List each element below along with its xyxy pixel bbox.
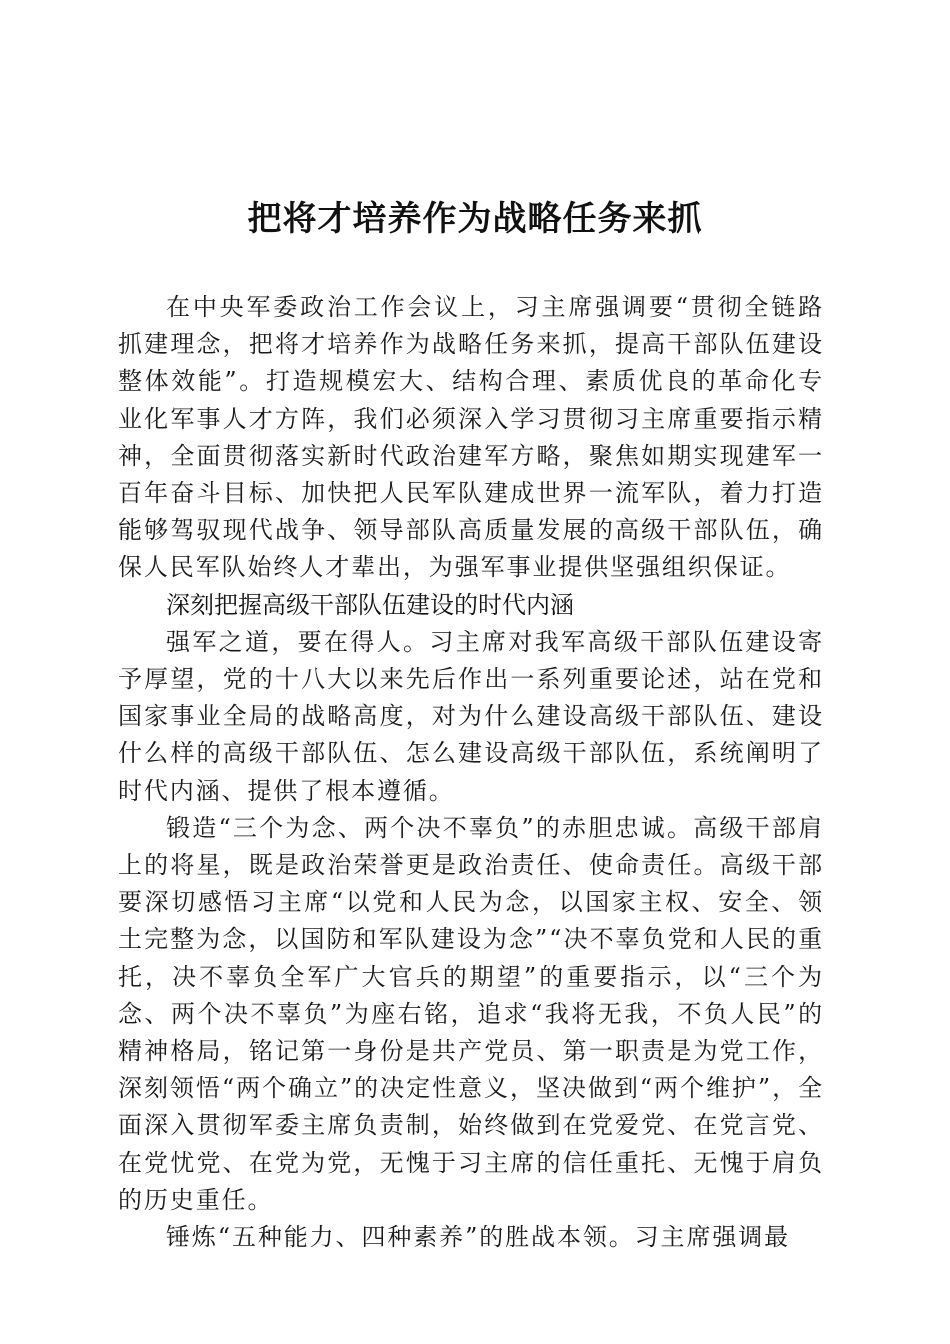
document-title: 把将才培养作为战略任务来抓 bbox=[247, 199, 703, 239]
document-body bbox=[118, 289, 824, 1256]
intro-paragraph: 在中央军委政治工作会议上，习主席强调要“贯彻全链路抓建理念，把将才培养作为战略任务来抓，提高干部队伍建设整体效能”。打造规模宏大、结构合理、素质优良的革命化专业化军事人才方阵，我们必须深入学习贯彻习主席重要指示精神，全面贯彻落实新时代政治建军方略，聚焦如期实现建军一百年奋斗目标、加快把人民军队建成世界一流军队，着力打造能够驾驭现代战争、领导部队高质量发展的高级干部队伍，确保人民军队始终人才辈出，为强军事业提供坚强组织保证。 bbox=[118, 293, 824, 582]
body-paragraph: 强军之道，要在得人。习主席对我军高级干部队伍建设寄予厚望，党的十八大以来先后作出一系列重要论述，站在党和国家事业全局的战略高度，对为什么建设高级干部队伍、建设什么样的高级干部队伍、怎么建设高级干部队伍，系统阐明了时代内涵、提供了根本遵循。 bbox=[118, 627, 824, 805]
body-paragraph: 锤炼“五种能力、四种素养”的胜战本领。习主席强调最 bbox=[166, 1223, 791, 1252]
body-paragraph: 锻造“三个为念、两个决不辜负”的赤胆忠诚。高级干部肩上的将星，既是政治荣誉更是政治责任、使命责任。高级干部要深切感悟习主席“以党和人民为念，以国家主权、安全、领土完整为念，以国防和军队建设为念”“决不辜负党和人民的重托，决不辜负全军广大官兵的期望”的重要指示，以“三个为念、两个决不辜负”为座右铭，追求“我将无我，不负人民”的精神格局，铭记第一身份是共产党员、第一职责是为党工作，深刻领悟“两个确立”的决定性意义，坚决做到“两个维护”，全面深入贯彻军委主席负责制，始终做到在党爱党、在党言党、在党忧党、在党为党，无愧于习主席的信任重托、无愧于肩负的历史重任。 bbox=[118, 813, 824, 1214]
section-heading: 深刻把握高级干部队伍建设的时代内涵 bbox=[166, 590, 574, 619]
